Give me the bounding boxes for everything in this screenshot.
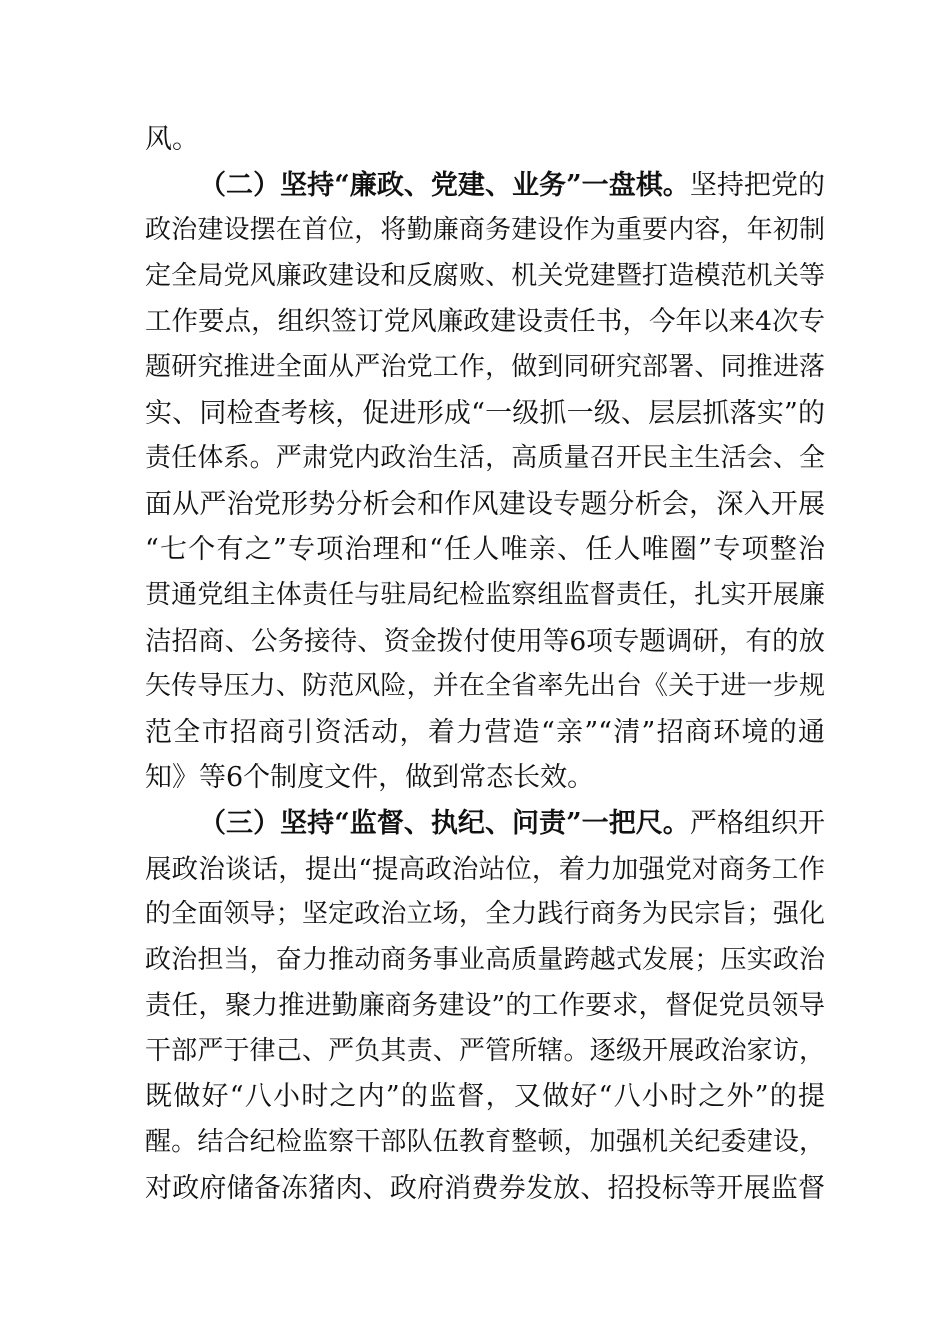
text-line (145, 163, 825, 209)
text-line: 定全局党风廉政建设和反腐败、机关党建暨打造模范机关等 (145, 260, 825, 291)
text-line: 既做好“八小时之内”的监督，又做好“八小时之外”的提 (145, 1081, 825, 1113)
text-line: 政治担当，奋力推动商务事业高质量跨越式发展；压实政治 (145, 944, 825, 975)
text-line: 对政府储备冻猪肉、政府消费券发放、招投标等开展监督 (145, 1172, 825, 1204)
text-line: 政治建设摆在首位，将勤廉商务建设作为重要内容，年初制 (145, 215, 825, 246)
section-text: 严格组织开 (689, 807, 826, 839)
text-line: 范全市招商引资活动，着力营造“亲”“清”招商环境的通 (145, 716, 825, 748)
text-line: 责任，聚力推进勤廉商务建设”的工作要求，督促党员领导 (145, 990, 825, 1022)
document-body (145, 117, 825, 1211)
text-line: 的全面领导；坚定政治立场，全力践行商务为民宗旨；强化 (145, 899, 825, 930)
text-line: 风。 (145, 124, 199, 155)
text-line: 洁招商、公务接待、资金拨付使用等6项专题调研，有的放 (145, 625, 825, 657)
section-heading: （二）坚持“廉政、党建、业务”一盘棋。 (199, 169, 690, 201)
text-line: 工作要点，组织签订党风廉政建设责任书，今年以来4次专 (145, 306, 825, 338)
text-line: 题研究推进全面从严治党工作，做到同研究部署、同推进落 (145, 351, 825, 382)
text-line: 面从严治党形势分析会和作风建设专题分析会，深入开展 (145, 488, 825, 520)
text-line (145, 801, 825, 847)
section-heading: （三）坚持“监督、执纪、问责”一把尺。 (199, 807, 690, 839)
text-line: 贯通党组主体责任与驻局纪检监察组监督责任，扎实开展廉 (145, 579, 825, 610)
text-line: 实、同检查考核，促进形成“一级抓一级、层层抓落实”的 (145, 397, 825, 429)
text-line: 醒。结合纪检监察干部队伍教育整顿，加强机关纪委建设， (145, 1127, 825, 1158)
text-line: 干部严于律己、严负其责、严管所辖。逐级开展政治家访， (145, 1035, 825, 1066)
text-line: 责任体系。严肃党内政治生活，高质量召开民主生活会、全 (145, 443, 825, 474)
section-text: 坚持把党的 (689, 169, 826, 201)
text-line: “七个有之”专项治理和“任人唯亲、任人唯圈”专项整治 (145, 534, 825, 566)
text-line: 知》等6个制度文件，做到常态长效。 (145, 762, 595, 794)
text-line: 矢传导压力、防范风险，并在全省率先出台《关于进一步规 (145, 671, 825, 702)
text-line: 展政治谈话，提出“提高政治站位，着力加强党对商务工作 (145, 853, 825, 885)
